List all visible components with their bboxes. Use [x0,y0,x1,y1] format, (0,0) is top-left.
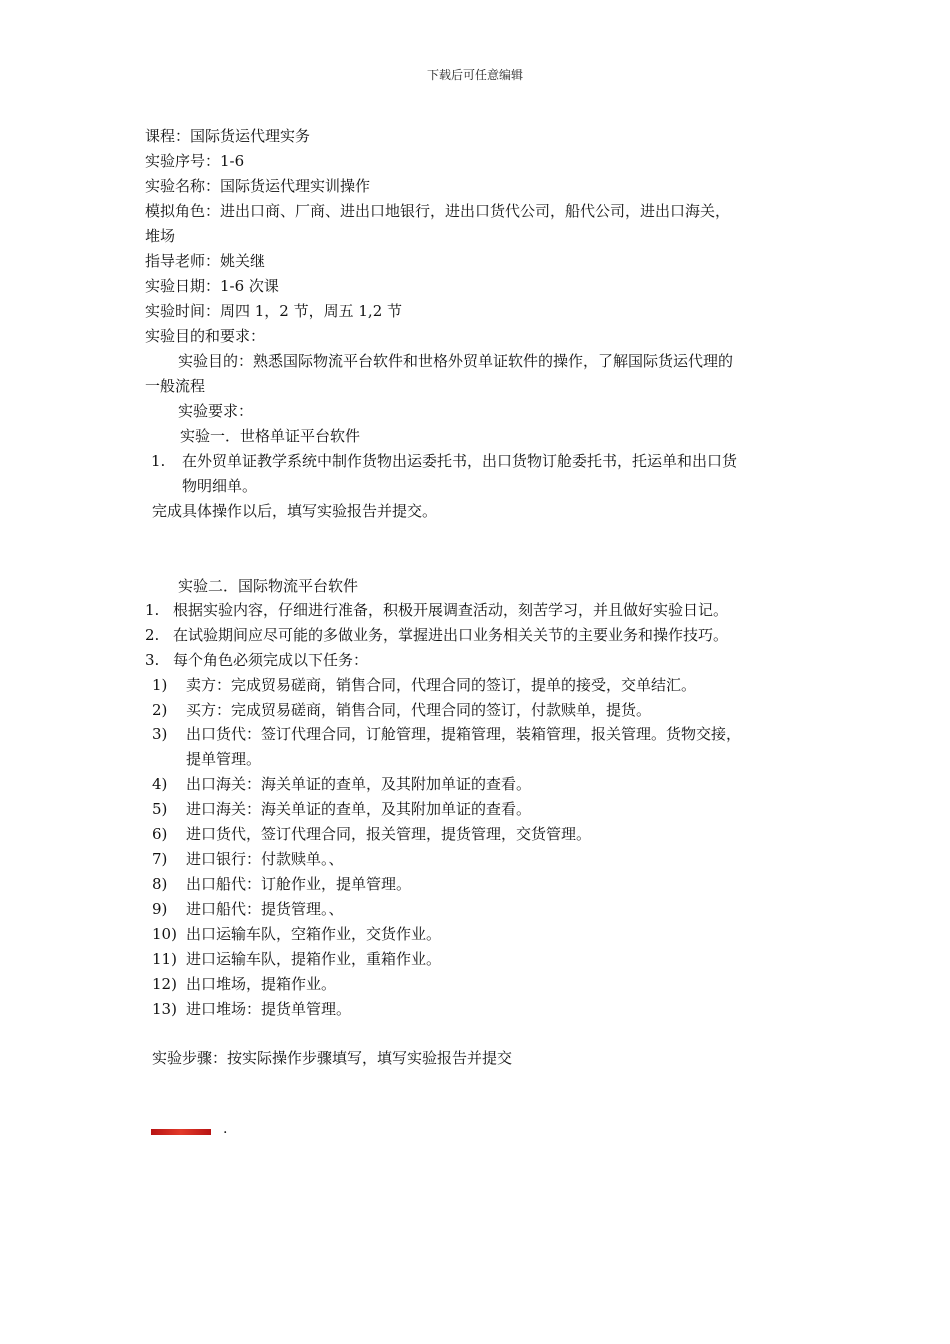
exp1-title: 实验一．世格单证平台软件 [180,427,361,445]
footer-red-bar [151,1129,211,1135]
task-text: 出口船代：订舱作业，提单管理。 [186,875,412,893]
exp2-item-text: 根据实验内容，仔细进行准备，积极开展调查活动，刻苦学习，并且做好实验日记。 [173,601,729,619]
exp2-item-text: 每个角色必须完成以下任务： [173,651,369,669]
task-number: 9) [152,900,168,918]
task-text: 出口海关：海关单证的查单，及其附加单证的查看。 [186,775,532,793]
task-number: 13) [152,1000,177,1018]
task-number: 11) [152,950,177,968]
task-text: 出口堆场，提箱作业。 [186,975,337,993]
exp2-item-number: 3. [145,651,160,669]
task-number: 10) [152,925,177,943]
exp1-item-number: 1. [151,452,166,470]
steps-line: 实验步骤：按实际操作步骤填写，填写实验报告并提交 [152,1049,513,1067]
date-line: 实验日期：1-6 次课 [145,277,279,295]
exp2-item-number: 1. [145,601,160,619]
task-text: 进口堆场：提货单管理。 [186,1000,352,1018]
task-text: 买方：完成贸易磋商，销售合同，代理合同的签订，付款赎单，提货。 [186,701,652,719]
exp2-item-text: 在试验期间应尽可能的多做业务，掌握进出口业务相关关节的主要业务和操作技巧。 [173,626,729,644]
exp1-item-text: 在外贸单证教学系统中制作货物出运委托书，出口货物订舱委托书，托运单和出口货 [182,452,738,470]
exp2-title: 实验二．国际物流平台软件 [178,577,359,595]
task-text: 进口海关：海关单证的查单，及其附加单证的查看。 [186,800,532,818]
course-line: 课程：国际货运代理实务 [145,127,311,145]
task-text: 出口货代：签订代理合同，订舱管理，提箱管理，装箱管理，报关管理。货物交接， [186,725,742,743]
name-line: 实验名称：国际货运代理实训操作 [145,177,371,195]
task-number: 7) [152,850,168,868]
task-number: 3) [152,725,168,743]
task-number: 8) [152,875,168,893]
purpose-title: 实验目的和要求： [145,327,266,345]
exp2-item-number: 2. [145,626,160,644]
purpose-line-cont: 一般流程 [145,377,206,395]
footer-dot: . [223,1121,228,1137]
exp1-done: 完成具体操作以后，填写实验报告并提交。 [152,502,438,520]
task-number: 6) [152,825,168,843]
purpose-line: 实验目的：熟悉国际物流平台软件和世格外贸单证软件的操作，了解国际货运代理的 [178,352,734,370]
roles-line: 模拟角色：进出口商、厂商、进出口地银行，进出口货代公司，船代公司，进出口海关， [145,202,731,220]
seq-line: 实验序号：1-6 [145,152,245,170]
task-text: 进口运输车队，提箱作业，重箱作业。 [186,950,442,968]
task-text-cont: 提单管理。 [186,750,262,768]
requirement-title: 实验要求： [178,402,254,420]
task-text: 进口银行：付款赎单。、 [186,850,344,868]
exp1-item-text-cont: 物明细单。 [182,477,258,495]
task-text: 卖方：完成贸易磋商，销售合同，代理合同的签订，提单的接受，交单结汇。 [186,676,697,694]
time-line: 实验时间：周四 1，2 节，周五 1,2 节 [145,302,403,320]
task-number: 4) [152,775,168,793]
task-number: 12) [152,975,177,993]
task-text: 进口货代，签订代理合同，报关管理，提货管理，交货管理。 [186,825,592,843]
teacher-line: 指导老师：姚关继 [145,252,266,270]
roles-line-cont: 堆场 [145,227,176,245]
task-number: 2) [152,701,168,719]
task-text: 出口运输车队，空箱作业，交货作业。 [186,925,442,943]
task-number: 5) [152,800,168,818]
task-text: 进口船代：提货管理。、 [186,900,344,918]
task-number: 1) [152,676,168,694]
header-note: 下载后可任意编辑 [426,68,523,82]
